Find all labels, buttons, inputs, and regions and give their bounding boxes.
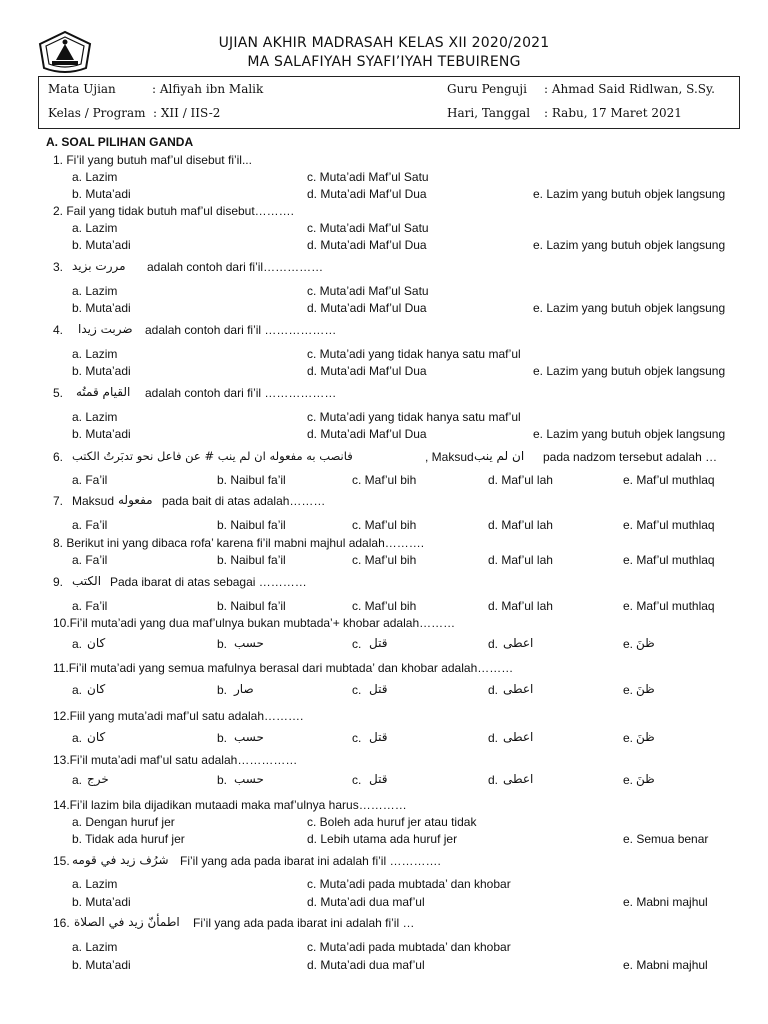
q14-option-b: b. Tidak ada huruf jer	[72, 832, 185, 846]
q16-option-a: a. Lazim	[72, 940, 118, 954]
mapel-label: Mata Ujian	[48, 82, 116, 96]
q2-option-c: c. Muta’adi Maf’ul Satu	[307, 221, 429, 235]
q15-option-c: c. Muta’adi pada mubtada’ dan khobar	[307, 877, 511, 891]
q11-option-d: اعطى	[503, 682, 534, 696]
q10-option-a: كان	[87, 636, 106, 650]
q16-option-b: b. Muta’adi	[72, 958, 131, 972]
q14-option-c: c. Boleh ada huruf jer atau tidak	[307, 815, 477, 829]
question-12: 12.Fiil yang muta’adi maf’ul satu adalah……….	[53, 709, 304, 723]
q10-option-e-letter: e.	[623, 637, 634, 651]
q5-option-e: e. Lazim yang butuh objek langsung	[533, 427, 726, 441]
question-7-prefix: Maksud	[72, 494, 115, 508]
q13-option-d: اعطى	[503, 772, 534, 786]
hari-value: : Rabu, 17 Maret 2021	[544, 106, 682, 120]
q15-option-e: e. Mabni majhul	[623, 895, 708, 909]
question-15-text: Fi’il yang ada pada ibarat ini adalah fi’il ………….	[180, 854, 441, 868]
q11-option-b-letter: b.	[217, 683, 228, 697]
question-2: 2. Fail yang tidak butuh maf’ul disebut……….	[53, 204, 295, 218]
mapel-value: : Alfiyah ibn Malik	[152, 82, 264, 96]
q16-option-e: e. Mabni majhul	[623, 958, 708, 972]
q1-option-b: b. Muta’adi	[72, 187, 131, 201]
q3-option-b: b. Muta’adi	[72, 301, 131, 315]
q1-option-e: e. Lazim yang butuh objek langsung	[533, 187, 726, 201]
question-3-text: adalah contoh dari fi’il……………	[147, 260, 324, 274]
q10-option-d-letter: d.	[488, 637, 499, 651]
q10-option-a-letter: a.	[72, 637, 83, 651]
q3-option-c: c. Muta’adi Maf’ul Satu	[307, 284, 429, 298]
question-9-number: 9.	[53, 575, 64, 589]
question-9-arabic: الكتب	[72, 574, 102, 588]
q15-option-a: a. Lazim	[72, 877, 118, 891]
q9-option-c: c. Maf’ul bih	[352, 599, 417, 613]
question-11: 11.Fi’il muta’adi yang semua mafulnya berasal dari mubtada’ dan khobar adalah………	[53, 661, 514, 675]
question-5-number: 5.	[53, 386, 64, 400]
q11-option-e-letter: e.	[623, 683, 634, 697]
q12-option-a: كان	[87, 730, 106, 744]
q4-option-c: c. Muta’adi yang tidak hanya satu maf’ul	[307, 347, 521, 361]
q11-option-b: صار	[234, 682, 254, 696]
question-3-number: 3.	[53, 260, 64, 274]
q8-option-b: b. Naibul fa’il	[217, 553, 286, 567]
q16-option-c: c. Muta’adi pada mubtada’ dan khobar	[307, 940, 511, 954]
question-6-number: 6.	[53, 450, 64, 464]
q13-option-c-letter: c.	[352, 773, 362, 787]
q13-option-c: قتل	[369, 772, 388, 786]
q12-option-b: حسب	[234, 730, 264, 744]
q6-option-b: b. Naibul fa’il	[217, 473, 286, 487]
q9-option-d: d. Maf’ul lah	[488, 599, 553, 613]
question-15-arabic: شرُف زيد في قومه	[72, 853, 169, 867]
question-1: 1. Fi’il yang butuh maf’ul disebut fi’il...	[53, 153, 252, 167]
q5-option-c: c. Muta’adi yang tidak hanya satu maf’ul	[307, 410, 521, 424]
q9-option-e: e. Maf’ul muthlaq	[623, 599, 715, 613]
question-7-text: pada bait di atas adalah………	[162, 494, 326, 508]
question-5-text: adalah contoh dari fi’il ………………	[145, 386, 337, 400]
q10-option-b-letter: b.	[217, 637, 228, 651]
q14-option-e: e. Semua benar	[623, 832, 709, 846]
q12-option-d-letter: d.	[488, 731, 499, 745]
q1-option-d: d. Muta’adi Maf’ul Dua	[307, 187, 427, 201]
question-3-arabic: مررت بزيد	[72, 259, 126, 273]
q13-option-e: ظنَ	[636, 772, 655, 786]
q1-option-a: a. Lazim	[72, 170, 118, 184]
q6-option-c: c. Maf’ul bih	[352, 473, 417, 487]
question-5-arabic: القيام قمتُه	[76, 385, 131, 399]
guru-label: Guru Penguji	[447, 82, 527, 96]
q2-option-d: d. Muta’adi Maf’ul Dua	[307, 238, 427, 252]
q4-option-a: a. Lazim	[72, 347, 118, 361]
q3-option-d: d. Muta’adi Maf’ul Dua	[307, 301, 427, 315]
kelas-value: : XII / IIS-2	[153, 106, 221, 120]
q15-option-d: d. Muta’adi dua maf’ul	[307, 895, 425, 909]
q7-option-c: c. Maf’ul bih	[352, 518, 417, 532]
q9-option-b: b. Naibul fa’il	[217, 599, 286, 613]
q10-option-c: قتل	[369, 636, 388, 650]
question-6-arabic: فانصب به مفعوله ان لم ينب # عن فاعل نحو تدبَرتُ الكتب	[72, 449, 353, 463]
q13-option-d-letter: d.	[488, 773, 499, 787]
q4-option-e: e. Lazim yang butuh objek langsung	[533, 364, 726, 378]
question-6-arabic-2: ان لم ينب	[474, 449, 525, 463]
exam-title: UJIAN AKHIR MADRASAH KELAS XII 2020/2021	[218, 35, 550, 51]
q13-option-a: خرج	[87, 772, 109, 786]
q8-option-d: d. Maf’ul lah	[488, 553, 553, 567]
school-name: MA SALAFIYAH SYAFI’IYAH TEBUIRENG	[247, 54, 521, 70]
question-7-arabic: مفعوله	[118, 493, 153, 507]
question-10: 10.Fi’il muta’adi yang dua maf’ulnya bukan mubtada’+ khobar adalah………	[53, 616, 456, 630]
q14-option-a: a. Dengan huruf jer	[72, 815, 175, 829]
q14-option-d: d. Lebih utama ada huruf jer	[307, 832, 458, 846]
question-6-text-2: pada nadzom tersebut adalah …	[543, 450, 718, 464]
q11-option-a: كان	[87, 682, 106, 696]
kelas-label: Kelas / Program	[48, 106, 146, 120]
q2-option-a: a. Lazim	[72, 221, 118, 235]
q2-option-e: e. Lazim yang butuh objek langsung	[533, 238, 726, 252]
q10-option-d: اعطى	[503, 636, 534, 650]
q8-option-e: e. Maf’ul muthlaq	[623, 553, 715, 567]
q11-option-c: قتل	[369, 682, 388, 696]
q12-option-e-letter: e.	[623, 731, 634, 745]
q10-option-b: حسب	[234, 636, 264, 650]
q7-option-d: d. Maf’ul lah	[488, 518, 553, 532]
q1-option-c: c. Muta’adi Maf’ul Satu	[307, 170, 429, 184]
question-4-text: adalah contoh dari fi’il ………………	[145, 323, 337, 337]
q13-option-b-letter: b.	[217, 773, 228, 787]
q3-option-e: e. Lazim yang butuh objek langsung	[533, 301, 726, 315]
q12-option-c-letter: c.	[352, 731, 362, 745]
q5-option-a: a. Lazim	[72, 410, 118, 424]
q7-option-e: e. Maf’ul muthlaq	[623, 518, 715, 532]
q11-option-a-letter: a.	[72, 683, 83, 697]
q12-option-a-letter: a.	[72, 731, 83, 745]
q15-option-b: b. Muta’adi	[72, 895, 131, 909]
q7-option-a: a. Fa’il	[72, 518, 108, 532]
q12-option-e: ظنَ	[636, 730, 655, 744]
question-4-number: 4.	[53, 323, 64, 337]
q13-option-b: حسب	[234, 772, 264, 786]
question-16-arabic: اطمأنّ زيد في الصلاة	[74, 915, 180, 929]
question-15-number: 15.	[53, 854, 70, 868]
q6-option-a: a. Fa’il	[72, 473, 108, 487]
q8-option-c: c. Maf’ul bih	[352, 553, 417, 567]
q5-option-d: d. Muta’adi Maf’ul Dua	[307, 427, 427, 441]
q12-option-d: اعطى	[503, 730, 534, 744]
hari-label: Hari, Tanggal	[447, 106, 531, 120]
q4-option-b: b. Muta’adi	[72, 364, 131, 378]
section-title: A. SOAL PILIHAN GANDA	[46, 135, 194, 149]
q16-option-d: d. Muta’adi dua maf’ul	[307, 958, 425, 972]
question-16-number: 16.	[53, 916, 70, 930]
question-13: 13.Fi’il muta’adi maf’ul satu adalah……………	[53, 753, 298, 767]
question-7-number: 7.	[53, 494, 64, 508]
q5-option-b: b. Muta’adi	[72, 427, 131, 441]
q13-option-a-letter: a.	[72, 773, 83, 787]
q10-option-e: ظنَ	[636, 636, 655, 650]
question-6-text: , Maksud	[425, 450, 474, 464]
q6-option-e: e. Maf’ul muthlaq	[623, 473, 715, 487]
question-16-text: Fi’il yang ada pada ibarat ini adalah fi’il …	[193, 916, 415, 930]
q10-option-c-letter: c.	[352, 637, 362, 651]
q4-option-d: d. Muta’adi Maf’ul Dua	[307, 364, 427, 378]
guru-value: : Ahmad Said Ridlwan, S.Sy.	[544, 82, 715, 96]
q12-option-c: قتل	[369, 730, 388, 744]
q7-option-b: b. Naibul fa’il	[217, 518, 286, 532]
q6-option-d: d. Maf’ul lah	[488, 473, 553, 487]
q9-option-a: a. Fa’il	[72, 599, 108, 613]
q12-option-b-letter: b.	[217, 731, 228, 745]
q3-option-a: a. Lazim	[72, 284, 118, 298]
q8-option-a: a. Fa’il	[72, 553, 108, 567]
q11-option-c-letter: c.	[352, 683, 362, 697]
q11-option-d-letter: d.	[488, 683, 499, 697]
question-4-arabic: ضربت زيدا	[78, 322, 133, 336]
question-9-text: Pada ibarat di atas sebagai …………	[110, 575, 307, 589]
q2-option-b: b. Muta’adi	[72, 238, 131, 252]
q13-option-e-letter: e.	[623, 773, 634, 787]
question-8: 8. Berikut ini yang dibaca rofa’ karena fi’il mabni majhul adalah……….	[53, 536, 425, 550]
question-14: 14.Fi’il lazim bila dijadikan mutaadi maka maf’ulnya harus…………	[53, 798, 407, 812]
q11-option-e: ظنَ	[636, 682, 655, 696]
